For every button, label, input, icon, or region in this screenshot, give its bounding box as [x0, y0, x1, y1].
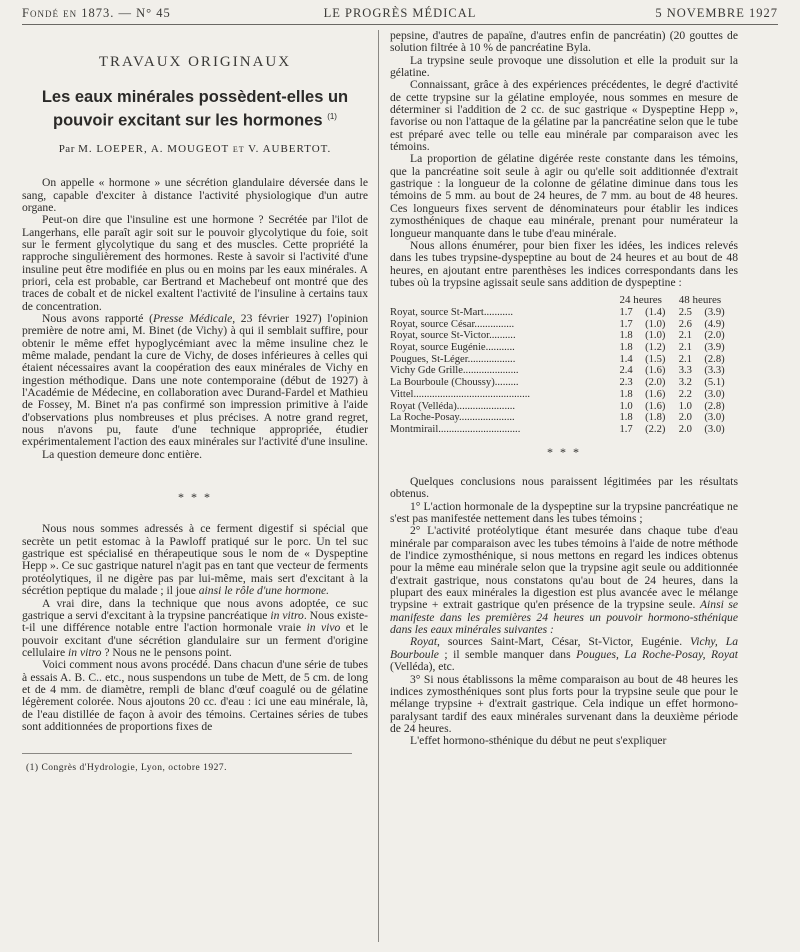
paragraph: 2° L'activité protéolytique étant mesurée dans chaque tube d'eau minérale par comparaison avec les tubes témoins à l'aide de notre méthode de l'indice zymosthénique, si nous mettons en regard les indices obtenus pour la même eau minérale selon que la trypsine agit seule ou additionnée d'extrait gastrique, nous constatons qu'au bout de 24 heures, dans la plupart des eaux minérales la digestion est plus avancée avec le mélange trypsine + extrait gastrique qu'en présence de la trypsine seule. Ainsi se manifeste dans les premières 24 heures un pouvoir hormono-sthénique dans les eaux minérales suivantes : [390, 524, 738, 637]
table-cell-value: (1.2) [645, 342, 666, 354]
table-row [390, 401, 738, 413]
authors-names: M. LOEPER, A. MOUGEOT et V. AUBERTOT. [78, 142, 332, 155]
table-cell-value: 2.0 [678, 423, 692, 435]
table-cell-value: 1.4 [619, 353, 633, 365]
indices-table [390, 295, 738, 435]
table-cell-value: 1.7 [619, 423, 633, 435]
header-date: 5 NOVEMBRE 1927 [655, 6, 778, 20]
table-cell-value: 2.6 [678, 318, 692, 330]
table-cell-value: (1.6) [645, 400, 666, 412]
table-row [390, 412, 738, 424]
paragraph: A vrai dire, dans la technique que nous avons adoptée, ce suc gastrique a servi d'excitant à la trypsine pancréatique in vitro. Nous existe-t-il une différence notable entre l'action hormonale vraie in vivo et le pouvoir excitant d'une sécrétion glandulaire sur un ferment d'origine cellulaire in vitro ? Nous ne le pensons point. [22, 596, 368, 659]
table-cell-source: Vittel............................................ [390, 388, 531, 400]
table-cell-source: Royat, source St-Mart........... [390, 306, 513, 318]
table-row [390, 307, 738, 319]
table-cell-value: 1.0 [619, 400, 633, 412]
paragraph: Nous allons énumérer, pour bien fixer les idées, les indices relevés dans les tubes trypsine-dyspeptine au bout de 24 heures et au bout de 48 heures, en ajoutant entre parenthèses les indices correspondants dans les tubes où la trypsine agissait seule sans addition de dyspeptine : [390, 238, 738, 289]
table-cell-value: (3.3) [704, 365, 725, 377]
paragraph: 1° L'action hormonale de la dyspeptine sur la trypsine pancréatique ne s'est pas manifestée nettement dans les tubes témoins ; [390, 499, 738, 526]
section-title: TRAVAUX ORIGINAUX [98, 54, 292, 70]
paragraph: La question demeure donc entière. [42, 447, 202, 461]
table-cell-value: (1.0) [645, 318, 666, 330]
section-separator: * * * [547, 444, 581, 459]
section-separator: * * * [178, 490, 212, 505]
table-header-24h: 24 heures [619, 294, 662, 307]
footnote-rule [22, 753, 352, 754]
table-cell-value: (3.0) [704, 412, 725, 424]
table-row [390, 377, 738, 389]
table-row [390, 354, 738, 366]
right-column [390, 30, 738, 942]
table-cell-value: 1.8 [619, 388, 633, 400]
table-cell-value: (3.9) [704, 342, 725, 354]
table-row [390, 319, 738, 331]
table-cell-value: 2.4 [619, 365, 633, 377]
table-cell-source: Royat (Velléda)...................... [390, 400, 516, 412]
paragraph: Peut-on dire que l'insuline est une hormone ? Secrétée par l'ilot de Langerhans, elle paraît agir soit sur le pouvoir glycolytique du foie, soit sur le ferment glycolytique du sang et des muscles. Cette propriété la rapproche singulièrement des hormones. Reste à savoir si l'activité d'une insuline peut être modifiée en plus ou en moins par les eaux minérales. A priori, cela est probable, car Bertrand et Machebeuf ont montré que des traces de cobalt et de nickel exaltent l'activité de l'insuline à certains taux de concentration. [22, 213, 368, 313]
table-cell-value: (2.0) [645, 377, 666, 389]
table-cell-value: (2.0) [704, 330, 725, 342]
table-row [390, 330, 738, 342]
table-cell-value: (1.8) [645, 412, 666, 424]
table-header-row [390, 295, 738, 307]
table-cell-value: 1.8 [619, 342, 633, 354]
table-cell-value: 2.1 [678, 330, 692, 342]
paragraph: Royat, sources Saint-Mart, César, St-Victor, Eugénie. Vichy, La Bourboule ; il semble manquer dans Pougues, La Roche-Posay, Royat (Velléda), etc. [390, 635, 738, 674]
left-column [22, 30, 368, 942]
table-header-48h: 48 heures [678, 294, 722, 307]
paragraph: Voici comment nous avons procédé. Dans chacun d'une série de tubes à essais A. B. C.. etc., nous suspendons un tube de Mett, de 5 cm. de long et de 4 mm. de diamètre, rempli de blanc d'œuf coagulé ou de gélatine légèrement colorée. Nous ajoutons 20 cc. d'eau : ici une eau minérale, là, de l'eau distillée de façon à avoir des témoins. Certaines séries de tubes sont additionnées de proportions fixes de [22, 658, 368, 733]
table-cell-value: 3.3 [678, 365, 692, 377]
table-cell-source: Montmirail............................... [390, 423, 521, 435]
table-cell-value: 1.7 [619, 306, 633, 318]
table-cell-value: (1.4) [645, 306, 666, 318]
table-cell-value: (2.2) [645, 423, 666, 435]
paragraph: 3° Si nous établissons la même comparaison au bout de 48 heures les indices zymosthéniques sont plus forts pour la trypsine seule que pour le mélange trypsine + d'extrait gastrique. Cela indique un effet hormono-paralysant tardif des eaux minérales survenant dans la deuxième période de 24 heures. [390, 672, 738, 735]
footnote: (1) Congrès d'Hydrologie, Lyon, octobre 1927. [26, 763, 227, 774]
table-cell-value: 1.0 [678, 400, 692, 412]
table-cell-value: 1.7 [619, 318, 633, 330]
paragraph: L'effet hormono-sthénique du début ne peut s'expliquer [410, 734, 667, 748]
table-row [390, 424, 738, 436]
table-row [390, 342, 738, 354]
table-cell-source: Royat, source Eugénie........... [390, 342, 515, 354]
paragraph: Quelques conclusions nous paraissent légitimées par les résultats obtenus. [390, 475, 738, 501]
table-cell-value: 2.1 [678, 342, 692, 354]
article-title-text: Les eaux minérales possèdent-elles un pouvoir excitant sur les hormones [41, 88, 349, 130]
table-cell-value: (3.0) [704, 423, 725, 435]
paragraph: pepsine, d'autres de papaïne, d'autres enfin de pancréatin) (20 gouttes de solution filtrée à 10 % de pancréatine Byla. [390, 30, 738, 55]
table-cell-source: Royat, source St-Victor.......... [390, 330, 516, 342]
table-cell-value: (2.8) [704, 353, 725, 365]
authors-prefix: Par [58, 142, 75, 155]
table-cell-value: (1.6) [645, 365, 666, 377]
table-cell-value: (2.8) [704, 400, 725, 412]
table-cell-value: 2.5 [678, 306, 692, 318]
table-cell-value: (1.5) [645, 353, 666, 365]
article-title [22, 88, 368, 131]
table-cell-value: (3.0) [704, 388, 725, 400]
page-header [22, 4, 778, 25]
paragraph: Nous nous sommes adressés à ce ferment digestif si spécial que secrète un petit estomac à la Pawloff pratiqué sur le porc. Un tel suc gastrique est spécialisé en thérapeutique sous le nom de « Dyspeptine Hepp ». Ce suc gastrique naturel n'agit pas en tant que vecteur de ferments protéolytiques, il ne digère pas par lui-même, mais sert d'excitant à la sécrétion peptique du malade ; il joue ainsi le rôle d'une hormone. [22, 522, 368, 598]
table-cell-value: 1.8 [619, 330, 633, 342]
paragraph: La trypsine seule provoque une dissolution et elle la produit sur la gélatine. [390, 53, 738, 80]
table-cell-source: La Bourboule (Choussy)......... [390, 377, 519, 389]
table-cell-value: 2.1 [678, 353, 692, 365]
table-cell-source: Royat, source César............... [390, 318, 515, 330]
table-cell-value: 2.2 [678, 388, 692, 400]
article-authors [22, 143, 368, 155]
table-cell-value: (5.1) [704, 377, 725, 389]
header-founded: Fondé en 1873. — N° 45 [22, 6, 171, 20]
title-footnote-marker: (1) [327, 112, 337, 122]
paragraph: La proportion de gélatine digérée reste constante dans les témoins, que la pancréatine soit seule à agir ou qu'elle soit additionnée d'extrait gastrique : la longueur de la colonne de gélatine diminue dans tous les témoins de 5 mm. au bout de 24 heures, de 7 mm. au bout de 48 heures. Ces longueurs fixes servent de dénominateurs pour établir les indices zymosthéniques de chaque eau minérale, prenant pour numérateur la longueur manquante dans le tube d'eau minérale. [390, 152, 738, 240]
table-cell-value: (3.9) [704, 306, 725, 318]
table-cell-value: (4.9) [704, 318, 725, 330]
paragraph: Connaissant, grâce à des expériences précédentes, le degré d'activité de cette trypsine sur la gélatine employée, nous sommes en mesure de déterminer si l'addition de 2 cc. de suc gastrique « Dyspeptine Hepp », favorise ou non l'attaque de la gélatine par la pancréatine selon que le tube est préparé avec telle ou telle eau minérale par comparaison avec les témoins. [390, 78, 738, 154]
table-cell-value: (1.0) [645, 330, 666, 342]
table-cell-value: 3.2 [678, 377, 692, 389]
table-cell-source: Vichy Gde Grille..................... [390, 365, 519, 377]
table-cell-value: 1.8 [619, 412, 633, 424]
column-divider [378, 30, 379, 942]
paragraph: On appelle « hormone » une sécrétion glandulaire déversée dans le sang, capable d'exciter à distance l'activité physiologique d'un autre organe. [22, 176, 368, 214]
table-row [390, 389, 738, 401]
header-journal-title: LE PROGRÈS MÉDICAL [323, 6, 477, 20]
table-cell-value: 2.3 [619, 377, 633, 389]
paragraph: Nous avons rapporté (Presse Médicale, 23 février 1927) l'opinion première de notre ami, M. Binet (de Vichy) à qui il semblait suffire, pour obtenir le même effet hypoglycémiant avec la même insuline chez le même malade, pendant la cure de Vichy, de doses inférieures à celles qui étaient nécessaires avant la coopération des eaux minérales de Vichy en ingestion méthodique. Dans une note contemporaine (début de 1927) à l'Académie de Médecine, en collaboration avec Durand-Fardel et Mathieu de Fossey, M. Binet n'a pas confirmé son impression primitive à l'aide d'observations plus nombreuses et plus précises. A notre grand regret, nous n'avons pu, faute d'une technique appropriée, étudier expérimentalement l'action des eaux minérales sur l'activité d'une insuline. [22, 311, 368, 449]
table-cell-source: La Roche-Posay..................... [390, 412, 515, 424]
table-cell-value: 2.0 [678, 412, 692, 424]
table-row [390, 365, 738, 377]
table-cell-source: Pougues, St-Léger.................. [390, 353, 516, 365]
table-cell-value: (1.6) [645, 388, 666, 400]
